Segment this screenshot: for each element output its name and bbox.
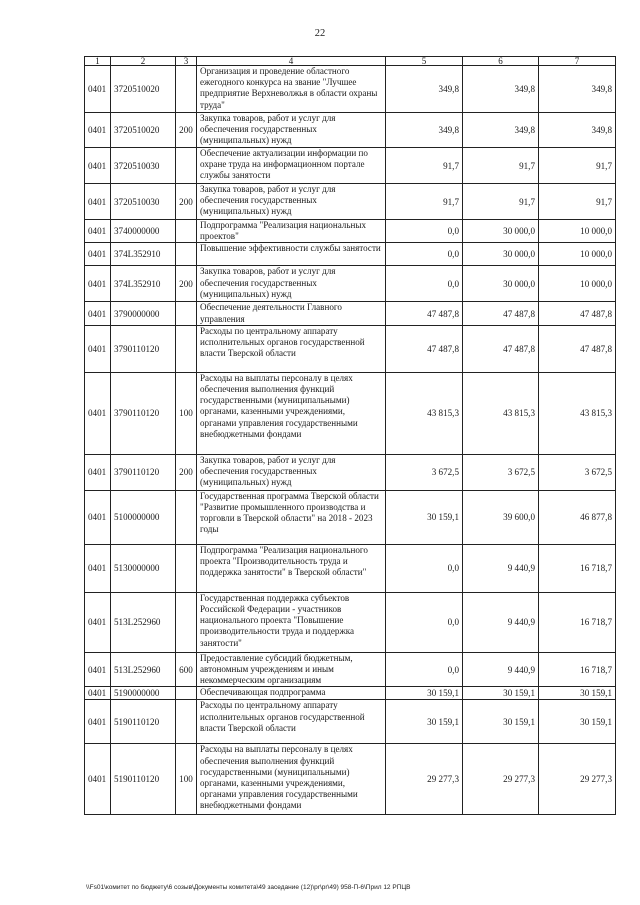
expense-type-cell: 200 [176, 113, 197, 148]
header-col-5: 5 [386, 57, 463, 66]
target-article-cell: 374L352910 [111, 266, 176, 302]
expense-type-cell: 200 [176, 454, 197, 490]
amount-col-6-cell: 91,7 [463, 148, 539, 184]
description-cell: Подпрограмма "Реализация национального проекта "Производительность труда и поддержка занятости" в Тверской области" [197, 544, 386, 592]
target-article-cell: 5190000000 [111, 687, 176, 700]
expense-type-cell [176, 148, 197, 184]
amount-col-6-cell: 9 440,9 [463, 544, 539, 592]
section-code-cell: 0401 [85, 700, 111, 744]
amount-col-6-cell: 29 277,3 [463, 744, 539, 815]
section-code-cell: 0401 [85, 113, 111, 148]
section-code-cell: 0401 [85, 243, 111, 266]
target-article-cell: 3790000000 [111, 302, 176, 325]
description-cell: Организация и проведение областного ежегодного конкурса на звание "Лучшее предприятие Верхневолжья в области охраны труда" [197, 66, 386, 113]
target-article-cell: 3790110120 [111, 325, 176, 372]
expense-type-cell: 100 [176, 372, 197, 454]
expense-type-cell [176, 687, 197, 700]
header-col-1: 1 [85, 57, 111, 66]
amount-col-5-cell: 47 487,8 [386, 325, 463, 372]
amount-col-7-cell: 91,7 [539, 148, 616, 184]
amount-col-7-cell: 3 672,5 [539, 454, 616, 490]
table-row [85, 184, 616, 220]
table-row [85, 243, 616, 266]
amount-col-7-cell: 47 487,8 [539, 302, 616, 325]
section-code-cell: 0401 [85, 544, 111, 592]
amount-col-5-cell: 0,0 [386, 243, 463, 266]
amount-col-5-cell: 0,0 [386, 266, 463, 302]
amount-col-5-cell: 3 672,5 [386, 454, 463, 490]
amount-col-7-cell: 43 815,3 [539, 372, 616, 454]
description-cell: Обеспечение актуализации информации по охране труда на информационном портале службы занятости [197, 148, 386, 184]
expense-type-cell [176, 490, 197, 544]
expense-type-cell [176, 592, 197, 652]
expense-type-cell [176, 66, 197, 113]
amount-col-6-cell: 47 487,8 [463, 302, 539, 325]
section-code-cell: 0401 [85, 652, 111, 687]
table-row [85, 66, 616, 113]
expense-type-cell [176, 325, 197, 372]
description-cell: Предоставление субсидий бюджетным, автономным учреждениям и иным некоммерческим организациям [197, 652, 386, 687]
header-col-2: 2 [111, 57, 176, 66]
description-cell: Закупка товаров, работ и услуг для обеспечения государственных (муниципальных) нужд [197, 266, 386, 302]
amount-col-5-cell: 91,7 [386, 148, 463, 184]
table-row [85, 302, 616, 325]
file-path-footer: \\Fs01\комитет по бюджету\6 созыв\Документы комитета\49 заседание (12)\pr\pr\49) 958-П-6\Прил 12 РПЦВ [86, 884, 411, 891]
section-code-cell: 0401 [85, 148, 111, 184]
description-cell: Расходы на выплаты персоналу в целях обеспечения выполнения функций государственными (муниципальными) органами, казенными учреждениями, органами управления государственными внебюджетными фондами [197, 372, 386, 454]
target-article-cell: 5100000000 [111, 490, 176, 544]
amount-col-5-cell: 349,8 [386, 113, 463, 148]
header-col-3: 3 [176, 57, 197, 66]
expense-type-cell: 200 [176, 266, 197, 302]
expense-type-cell [176, 544, 197, 592]
amount-col-7-cell: 349,8 [539, 113, 616, 148]
amount-col-6-cell: 30 000,0 [463, 266, 539, 302]
description-cell: Государственная программа Тверской области "Развитие промышленного производства и торговли в Тверской области" на 2018 - 2023 годы [197, 490, 386, 544]
section-code-cell: 0401 [85, 184, 111, 220]
amount-col-7-cell: 29 277,3 [539, 744, 616, 815]
amount-col-7-cell: 349,8 [539, 66, 616, 113]
amount-col-7-cell: 46 877,8 [539, 490, 616, 544]
expense-type-cell: 200 [176, 184, 197, 220]
target-article-cell: 3790110120 [111, 372, 176, 454]
amount-col-6-cell: 3 672,5 [463, 454, 539, 490]
description-cell: Расходы по центральному аппарату исполнительных органов государственной власти Тверской области [197, 325, 386, 372]
amount-col-6-cell: 349,8 [463, 66, 539, 113]
description-cell: Обеспечение деятельности Главного управления [197, 302, 386, 325]
amount-col-6-cell: 349,8 [463, 113, 539, 148]
amount-col-5-cell: 30 159,1 [386, 700, 463, 744]
table-row [85, 687, 616, 700]
section-code-cell: 0401 [85, 687, 111, 700]
table-row [85, 266, 616, 302]
amount-col-7-cell: 16 718,7 [539, 592, 616, 652]
amount-col-7-cell: 16 718,7 [539, 652, 616, 687]
amount-col-6-cell: 47 487,8 [463, 325, 539, 372]
amount-col-5-cell: 43 815,3 [386, 372, 463, 454]
amount-col-7-cell: 16 718,7 [539, 544, 616, 592]
table-row [85, 490, 616, 544]
amount-col-6-cell: 91,7 [463, 184, 539, 220]
amount-col-5-cell: 0,0 [386, 544, 463, 592]
amount-col-5-cell: 0,0 [386, 592, 463, 652]
table-row [85, 325, 616, 372]
table-row [85, 220, 616, 243]
page-number: 22 [314, 28, 326, 39]
amount-col-6-cell: 30 159,1 [463, 687, 539, 700]
expense-type-cell: 100 [176, 744, 197, 815]
amount-col-6-cell: 30 159,1 [463, 700, 539, 744]
table-row [85, 454, 616, 490]
amount-col-7-cell: 47 487,8 [539, 325, 616, 372]
amount-col-6-cell: 30 000,0 [463, 220, 539, 243]
description-cell: Подпрограмма "Реализация национальных проектов" [197, 220, 386, 243]
header-col-4: 4 [197, 57, 386, 66]
description-cell: Расходы по центральному аппарату исполнительных органов государственной власти Тверской области [197, 700, 386, 744]
header-col-6: 6 [463, 57, 539, 66]
section-code-cell: 0401 [85, 325, 111, 372]
section-code-cell: 0401 [85, 744, 111, 815]
table-row [85, 700, 616, 744]
amount-col-5-cell: 30 159,1 [386, 687, 463, 700]
amount-col-6-cell: 39 600,0 [463, 490, 539, 544]
budget-table [84, 56, 616, 815]
section-code-cell: 0401 [85, 220, 111, 243]
target-article-cell: 5190110120 [111, 744, 176, 815]
target-article-cell: 3740000000 [111, 220, 176, 243]
table-row [85, 744, 616, 815]
table-row [85, 372, 616, 454]
section-code-cell: 0401 [85, 454, 111, 490]
amount-col-5-cell: 47 487,8 [386, 302, 463, 325]
amount-col-5-cell: 0,0 [386, 652, 463, 687]
section-code-cell: 0401 [85, 490, 111, 544]
description-cell: Закупка товаров, работ и услуг для обеспечения государственных (муниципальных) нужд [197, 184, 386, 220]
amount-col-5-cell: 0,0 [386, 220, 463, 243]
target-article-cell: 513L252960 [111, 592, 176, 652]
section-code-cell: 0401 [85, 266, 111, 302]
table-row [85, 544, 616, 592]
amount-col-6-cell: 9 440,9 [463, 652, 539, 687]
table-row [85, 652, 616, 687]
target-article-cell: 3720510030 [111, 148, 176, 184]
amount-col-7-cell: 10 000,0 [539, 220, 616, 243]
target-article-cell: 3790110120 [111, 454, 176, 490]
target-article-cell: 3720510020 [111, 113, 176, 148]
amount-col-5-cell: 91,7 [386, 184, 463, 220]
description-cell: Государственная поддержка субъектов Российской Федерации - участников национального проекта "Повышение производительности труда и поддержка занятости" [197, 592, 386, 652]
header-row [85, 57, 616, 66]
amount-col-7-cell: 30 159,1 [539, 700, 616, 744]
target-article-cell: 374L352910 [111, 243, 176, 266]
expense-type-cell: 600 [176, 652, 197, 687]
amount-col-5-cell: 349,8 [386, 66, 463, 113]
expense-type-cell [176, 243, 197, 266]
header-col-7: 7 [539, 57, 616, 66]
target-article-cell: 5130000000 [111, 544, 176, 592]
expense-type-cell [176, 700, 197, 744]
section-code-cell: 0401 [85, 66, 111, 113]
expense-type-cell [176, 220, 197, 243]
description-cell: Обеспечивающая подпрограмма [197, 687, 386, 700]
description-cell: Закупка товаров, работ и услуг для обеспечения государственных (муниципальных) нужд [197, 454, 386, 490]
amount-col-7-cell: 10 000,0 [539, 243, 616, 266]
target-article-cell: 3720510020 [111, 66, 176, 113]
amount-col-6-cell: 30 000,0 [463, 243, 539, 266]
section-code-cell: 0401 [85, 372, 111, 454]
amount-col-5-cell: 30 159,1 [386, 490, 463, 544]
amount-col-7-cell: 30 159,1 [539, 687, 616, 700]
section-code-cell: 0401 [85, 592, 111, 652]
description-cell: Закупка товаров, работ и услуг для обеспечения государственных (муниципальных) нужд [197, 113, 386, 148]
section-code-cell: 0401 [85, 302, 111, 325]
amount-col-7-cell: 10 000,0 [539, 266, 616, 302]
description-cell: Повышение эффективности службы занятости [197, 243, 386, 266]
target-article-cell: 3720510030 [111, 184, 176, 220]
amount-col-6-cell: 9 440,9 [463, 592, 539, 652]
expense-type-cell [176, 302, 197, 325]
table-row [85, 148, 616, 184]
amount-col-6-cell: 43 815,3 [463, 372, 539, 454]
table-row [85, 592, 616, 652]
description-cell: Расходы на выплаты персоналу в целях обеспечения выполнения функций государственными (муниципальными) органами, казенными учреждениями, органами управления государственными внебюджетными фондами [197, 744, 386, 815]
target-article-cell: 5190110120 [111, 700, 176, 744]
amount-col-5-cell: 29 277,3 [386, 744, 463, 815]
amount-col-7-cell: 91,7 [539, 184, 616, 220]
target-article-cell: 513L252960 [111, 652, 176, 687]
table-row [85, 113, 616, 148]
